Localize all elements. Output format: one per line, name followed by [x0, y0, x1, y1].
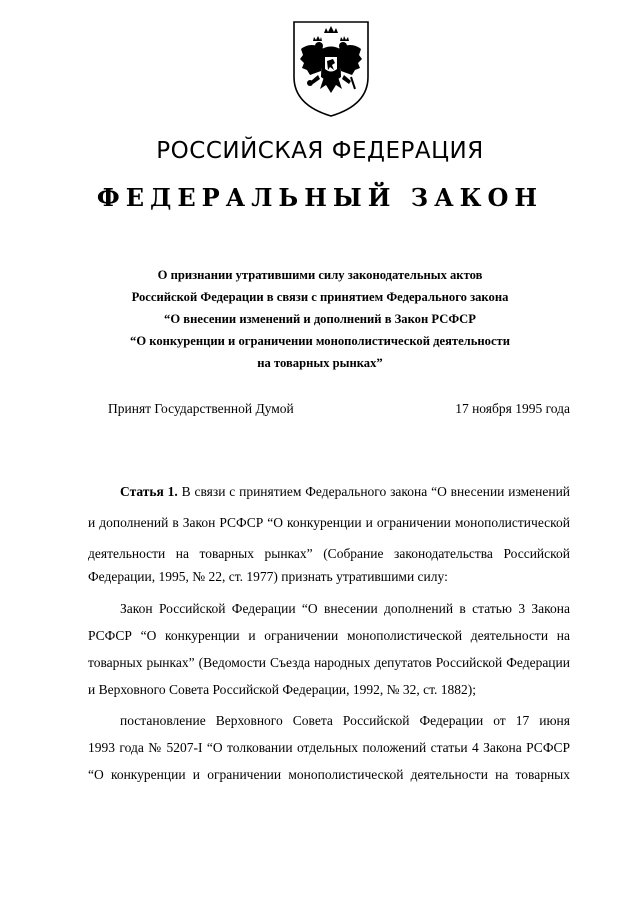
country-heading: РОССИЙСКАЯ ФЕДЕРАЦИЯ [156, 138, 484, 164]
subject-line: О признании утратившими силу законодательных актов [157, 268, 483, 282]
article-line: товарных рынках” (Ведомости Съезда народных депутатов Российской Федерации [88, 655, 570, 670]
article-line: РСФСР “О конкуренции и ограничении монополистической деятельности на [88, 628, 570, 643]
article-label: Статья 1. [120, 484, 178, 499]
subject-line: Российской Федерации в связи с принятием Федерального закона [131, 290, 509, 304]
law-subject [120, 264, 520, 374]
article-line: и дополнений в Закон РСФСР “О конкуренции и ограничении монополистической [88, 515, 570, 530]
article-line: 1993 года № 5207-I “О толковании отдельных положений статьи 4 Закона РСФСР [88, 740, 570, 755]
subject-line: на товарных рынках” [257, 356, 383, 370]
article-line: деятельности на товарных рынках” (Собрание законодательства Российской [88, 546, 570, 561]
adopted-by: Принят Государственной Думой [108, 401, 294, 416]
article-text: В связи с принятием Федерального закона “О внесении изменений [181, 484, 570, 499]
article-line: “О конкуренции и ограничении монополистической деятельности на товарных [88, 767, 570, 782]
coat-of-arms-icon [291, 19, 371, 119]
article-line: Федерации, 1995, № 22, ст. 1977) признать утратившими силу: [88, 569, 448, 584]
adoption-date: 17 ноября 1995 года [455, 401, 570, 416]
article-line: Закон Российской Федерации “О внесении дополнений в статью 3 Закона [120, 601, 570, 616]
document-type-heading: ФЕДЕРАЛЬНЫЙ ЗАКОН [96, 183, 544, 212]
article-line: и Верховного Совета Российской Федерации, 1992, № 32, ст. 1882); [88, 682, 477, 697]
article-line [120, 484, 570, 500]
subject-line: “О внесении изменений и дополнений в Закон РСФСР [164, 312, 476, 326]
article-line: постановление Верховного Совета Российской Федерации от 17 июня [120, 713, 570, 728]
subject-line: “О конкуренции и ограничении монополистической деятельности [130, 334, 510, 348]
